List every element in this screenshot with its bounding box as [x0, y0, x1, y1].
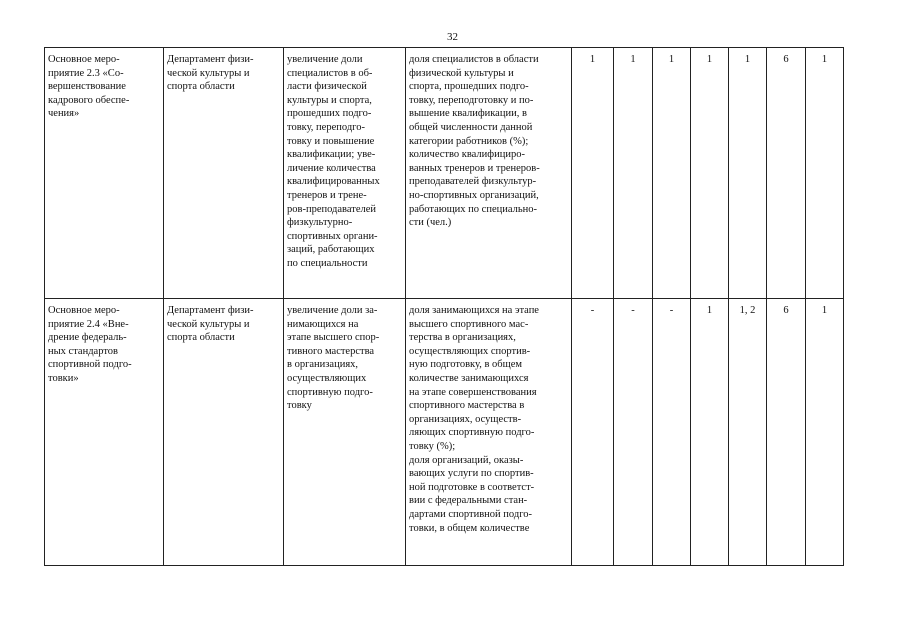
cell-text-line: дрение федераль-	[48, 332, 127, 344]
cell-text-line: доля специалистов в области	[409, 54, 539, 65]
executor-cell	[164, 48, 284, 299]
page-number: 32	[447, 31, 458, 43]
value-cell: 1	[806, 299, 844, 566]
cell-text-line: спортивную подго-	[287, 386, 373, 398]
cell-text-line: Основное меро-	[48, 305, 120, 316]
value-cell: -	[572, 299, 614, 566]
cell-text-line: по специальности	[287, 257, 368, 269]
activity-cell	[45, 48, 164, 299]
cell-text-line: тренеров и трене-	[287, 189, 367, 201]
cell-text-line: ных стандартов	[48, 345, 118, 357]
table-row	[45, 48, 844, 299]
cell-text-line: ляющих спортивную подго-	[409, 427, 535, 439]
cell-text-line: Основное меро-	[48, 54, 120, 65]
cell-text-line: дартами спортивной подго-	[409, 508, 533, 520]
cell-text-line: ров-преподавателей	[287, 203, 377, 215]
cell-text-line: ную подготовку, в общем	[409, 359, 523, 371]
cell-text-line: ной подготовке в соответст-	[409, 481, 535, 493]
cell-text-line: в организациях,	[287, 359, 359, 371]
cell-text-line: вающих услуги по спортив-	[409, 468, 534, 480]
cell-text-line: осуществляющих спортив-	[409, 345, 531, 357]
cell-text-line: заций, работающих	[287, 244, 375, 256]
cell-text-line: на этапе совершенствования	[409, 386, 537, 398]
cell-text-line: чения»	[48, 108, 80, 120]
value-cell: -	[653, 299, 691, 566]
cell-text-line: приятие 2.3 «Со-	[48, 67, 124, 79]
cell-text-line: спортивной подго-	[48, 359, 132, 371]
cell-text-line: товку	[287, 400, 312, 412]
value-cell: 1	[806, 48, 844, 299]
cell-text-line: нимающихся на	[287, 318, 359, 330]
indicator-cell	[406, 48, 572, 299]
program-activities-table	[44, 47, 844, 566]
indicator-cell	[406, 299, 572, 566]
activity-cell	[45, 299, 164, 566]
cell-text-line: количестве занимающихся	[409, 372, 529, 384]
cell-text-line: тивного мастерства	[287, 345, 375, 357]
cell-text-line: общей численности данной	[409, 121, 533, 133]
value-cell: 1	[691, 48, 729, 299]
cell-text-line: ческой культуры и	[167, 67, 250, 79]
cell-text-line: этапе высшего спор-	[287, 332, 380, 344]
value-cell: 1	[614, 48, 653, 299]
cell-text-line: товку, переподго-	[287, 121, 365, 133]
cell-text-line: спортивных органи-	[287, 230, 378, 242]
cell-text-line: физической культуры и	[409, 67, 514, 79]
cell-text-line: терства в организациях,	[409, 332, 516, 344]
executor-cell	[164, 299, 284, 566]
expected-result-cell	[284, 299, 406, 566]
cell-text-line: количество квалифициро-	[409, 149, 525, 161]
cell-text-line: квалифицированных	[287, 176, 380, 188]
table-row	[45, 299, 844, 566]
value-cell: 6	[767, 299, 806, 566]
cell-text-line: преподавателей физкультур-	[409, 176, 537, 188]
cell-text-line: сти (чел.)	[409, 217, 452, 229]
cell-text-line: товку (%);	[409, 440, 456, 452]
value-cell: 1	[572, 48, 614, 299]
cell-text-line: осуществляющих	[287, 372, 367, 384]
cell-text-line: прошедших подго-	[287, 108, 372, 120]
cell-text-line: личение количества	[287, 162, 376, 174]
cell-text-line: вышение квалификации, в	[409, 108, 527, 120]
cell-text-line: кадрового обеспе-	[48, 94, 130, 106]
cell-text-line: ческой культуры и	[167, 318, 250, 330]
cell-text-line: высшего спортивного мас-	[409, 318, 529, 330]
cell-text-line: доля занимающихся на этапе	[409, 305, 539, 316]
cell-text-line: культуры и спорта,	[287, 94, 372, 106]
cell-text-line: спорта области	[167, 81, 235, 93]
cell-text-line: товки, в общем количестве	[409, 522, 530, 534]
cell-text-line: спорта области	[167, 332, 235, 344]
expected-result-cell	[284, 48, 406, 299]
cell-text-line: специалистов в об-	[287, 67, 373, 79]
cell-text-line: Департамент физи-	[167, 54, 254, 65]
cell-text-line: квалификации; уве-	[287, 149, 376, 161]
value-cell: -	[614, 299, 653, 566]
cell-text-line: работающих по специально-	[409, 203, 537, 215]
cell-text-line: вершенствование	[48, 81, 126, 93]
value-cell: 1	[691, 299, 729, 566]
cell-text-line: спортивного мастерства в	[409, 400, 525, 412]
cell-text-line: вии с федеральными стан-	[409, 495, 528, 507]
cell-text-line: ванных тренеров и тренеров-	[409, 162, 540, 174]
cell-text-line: товку и повышение	[287, 135, 375, 147]
cell-text-line: но-спортивных организаций,	[409, 189, 539, 201]
cell-text-line: увеличение доли	[287, 54, 363, 65]
value-cell: 6	[767, 48, 806, 299]
cell-text-line: товки»	[48, 372, 79, 384]
cell-text-line: организациях, осуществ-	[409, 413, 522, 425]
cell-text-line: физкультурно-	[287, 217, 353, 229]
cell-text-line: увеличение доли за-	[287, 305, 378, 316]
cell-text-line: ласти физической	[287, 81, 367, 93]
cell-text-line: спорта, прошедших подго-	[409, 81, 529, 93]
cell-text-line: категории работников (%);	[409, 135, 529, 147]
cell-text-line: доля организаций, оказы-	[409, 454, 524, 466]
cell-text-line: Департамент физи-	[167, 305, 254, 316]
value-cell: 1, 2	[729, 299, 767, 566]
value-cell: 1	[653, 48, 691, 299]
value-cell: 1	[729, 48, 767, 299]
cell-text-line: приятие 2.4 «Вне-	[48, 318, 129, 330]
cell-text-line: товку, переподготовку и по-	[409, 94, 534, 106]
